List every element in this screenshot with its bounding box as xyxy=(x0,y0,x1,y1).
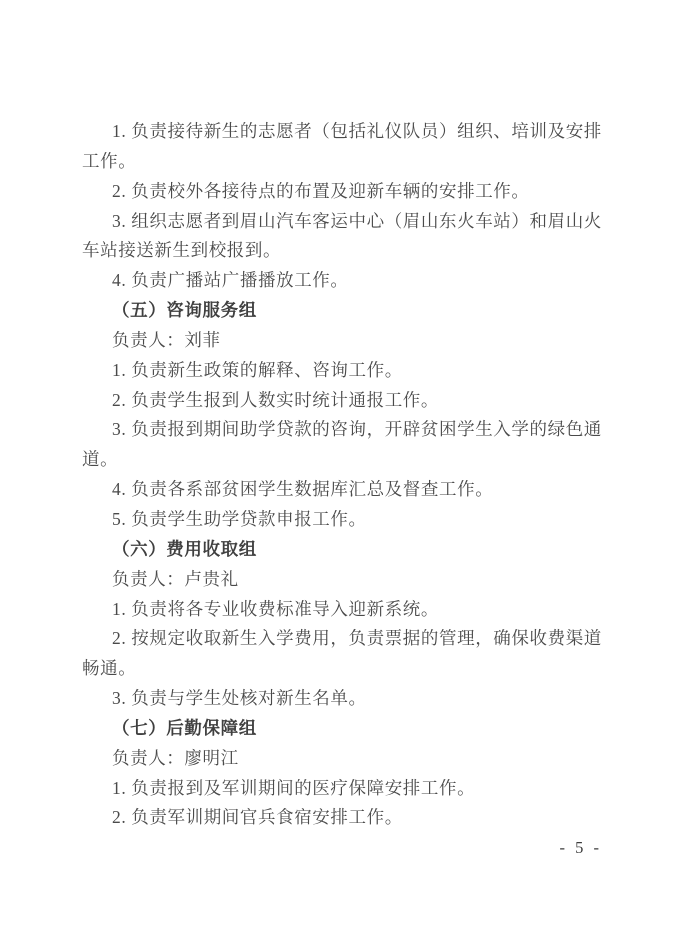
document-text-block xyxy=(82,117,602,833)
text-line: 负责人：廖明江 xyxy=(112,747,239,768)
text-line: 3. 负责报到期间助学贷款的咨询，开辟贫困学生入学的绿色通 xyxy=(112,419,602,440)
text-line: 5. 负责学生助学贷款申报工作。 xyxy=(112,508,367,529)
text-line: 1. 负责接待新生的志愿者（包括礼仪队员）组织、培训及安排 xyxy=(112,121,602,141)
text-line: 车站接送新生到校报到。 xyxy=(82,240,282,261)
text-line: 4. 负责各系部贫困学生数据库汇总及督查工作。 xyxy=(112,479,494,500)
text-line: 3. 组织志愿者到眉山汽车客运中心（眉山东火车站）和眉山火 xyxy=(112,210,602,231)
text-line: 3. 负责与学生处核对新生名单。 xyxy=(112,688,367,709)
page-number: - 5 - xyxy=(559,838,602,857)
text-line: 1. 负责将各专业收费标准导入迎新系统。 xyxy=(112,598,439,619)
text-line: 工作。 xyxy=(82,150,137,171)
section-heading-5: （五）咨询服务组 xyxy=(112,300,257,321)
text-line: 负责人：刘菲 xyxy=(112,329,221,350)
text-line: 1. 负责新生政策的解释、咨询工作。 xyxy=(112,359,403,380)
text-line: 道。 xyxy=(82,449,119,470)
text-line: 1. 负责报到及军训期间的医疗保障安排工作。 xyxy=(112,777,476,798)
text-line: 2. 负责学生报到人数实时统计通报工作。 xyxy=(112,389,439,410)
section-heading-6: （六）费用收取组 xyxy=(112,538,257,559)
text-line: 4. 负责广播站广播播放工作。 xyxy=(112,270,349,291)
text-line: 畅通。 xyxy=(82,658,137,679)
text-line: 负责人：卢贵礼 xyxy=(112,568,239,589)
text-line: 2. 按规定收取新生入学费用，负责票据的管理，确保收费渠道 xyxy=(112,628,602,649)
text-line: 2. 负责校外各接待点的布置及迎新车辆的安排工作。 xyxy=(112,180,530,201)
text-line: 2. 负责军训期间官兵食宿安排工作。 xyxy=(112,807,403,828)
section-heading-7: （七）后勤保障组 xyxy=(112,717,257,738)
